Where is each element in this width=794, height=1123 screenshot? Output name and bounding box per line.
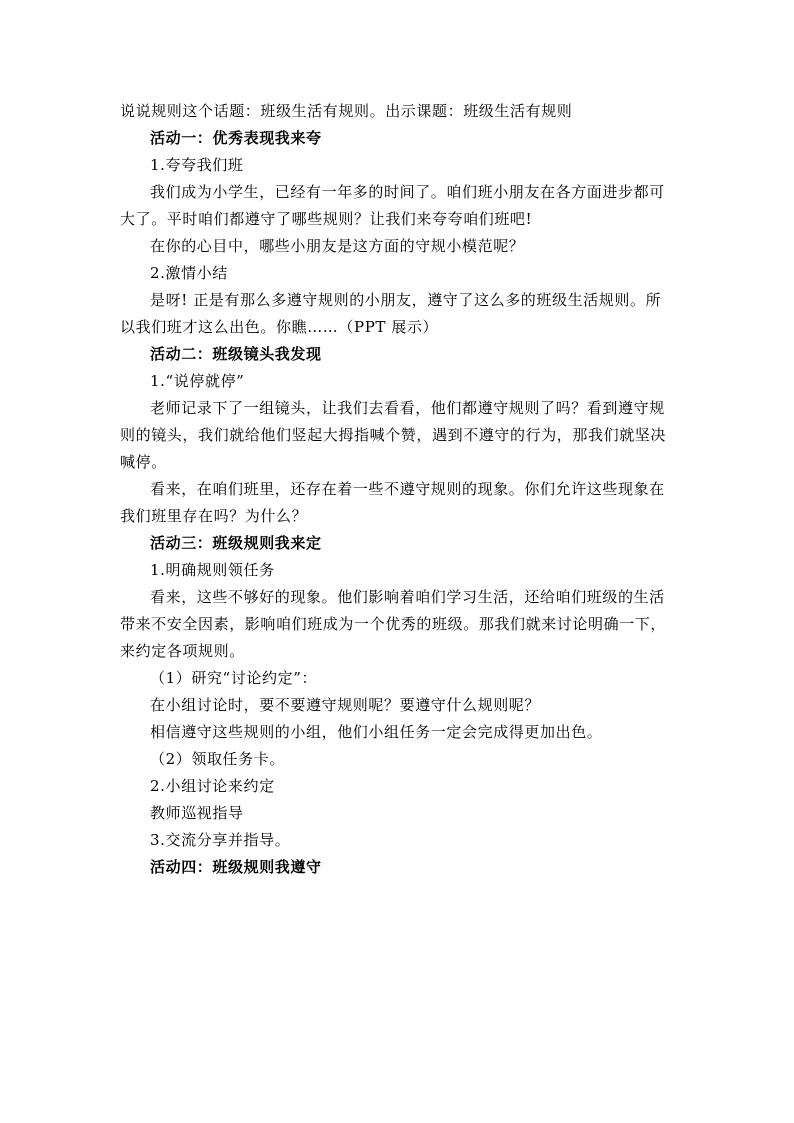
item-2-summary: 2.激情小结 — [150, 264, 228, 282]
paragraph-believe: 相信遵守这些规则的小组，他们小组任务一定会完成得更加出色。 — [150, 723, 603, 741]
paragraph-line: 我们班里存在吗？为什么？ — [120, 507, 308, 525]
paragraph-praise — [120, 179, 684, 233]
document-body — [120, 98, 684, 881]
subitem-2-task-card: （2）领取任务卡。 — [150, 750, 285, 768]
paragraph-line: 喊停。 — [120, 453, 167, 471]
subitem-1-research: （1）研究“讨论约定”： — [150, 669, 318, 687]
paragraph-summary — [120, 287, 684, 341]
activity-2-heading: 活动二：班级镜头我发现 — [150, 345, 322, 363]
paragraph-line: 来约定各项规则。 — [120, 642, 245, 660]
paragraph-line: 是呀! 正是有那么多遵守规则的小朋友，遵守了这么多的班级生活规则。所 — [150, 291, 662, 309]
activity-3-heading: 活动三：班级规则我来定 — [150, 534, 322, 552]
paragraph-phenomena — [120, 476, 684, 530]
item-1-praise-class: 1.夸夸我们班 — [150, 156, 244, 174]
paragraph-discuss — [120, 584, 684, 665]
paragraph-line: 以我们班才这么出色。你瞧……（PPT 展示） — [120, 318, 439, 336]
paragraph-line: 则的镜头，我们就给他们竖起大拇指喊个赞，遇到不遵守的行为，那我们就坚决 — [120, 426, 667, 444]
paragraph-teacher-guide: 教师巡视指导 — [150, 804, 244, 822]
paragraph-line: 看来，在咱们班里，还存在着一些不遵守规则的现象。你们允许这些现象在 — [150, 480, 665, 498]
paragraph-role-model: 在你的心目中，哪些小朋友是这方面的守规小模范呢？ — [150, 237, 525, 255]
paragraph-camera — [120, 395, 684, 476]
paragraph-line: 大了。平时咱们都遵守了哪些规则？让我们来夸夸咱们班吧! — [120, 210, 533, 228]
item-1-task: 1.明确规则领任务 — [150, 561, 275, 579]
item-3-share: 3.交流分享并指导。 — [150, 831, 291, 849]
intro-line: 说说规则这个话题：班级生活有规则。出示课题：班级生活有规则 — [120, 102, 573, 120]
paragraph-line: 老师记录下了一组镜头，让我们去看看，他们都遵守规则了吗？看到遵守规 — [150, 399, 665, 417]
item-2-group-discuss: 2.小组讨论来约定 — [150, 777, 275, 795]
paragraph-group-rules: 在小组讨论时，要不要遵守规则呢？要遵守什么规则呢？ — [150, 696, 541, 714]
paragraph-line: 带来不安全因素，影响咱们班成为一个优秀的班级。那我们就来讨论明确一下， — [120, 615, 667, 633]
activity-4-heading: 活动四：班级规则我遵守 — [150, 858, 322, 876]
activity-1-heading: 活动一：优秀表现我来夸 — [150, 129, 322, 147]
paragraph-line: 看来，这些不够好的现象。他们影响着咱们学习生活，还给咱们班级的生活 — [150, 588, 665, 606]
paragraph-line: 我们成为小学生，已经有一年多的时间了。咱们班小朋友在各方面进步都可 — [150, 183, 665, 201]
item-1-stop: 1.“说停就停” — [150, 372, 245, 390]
